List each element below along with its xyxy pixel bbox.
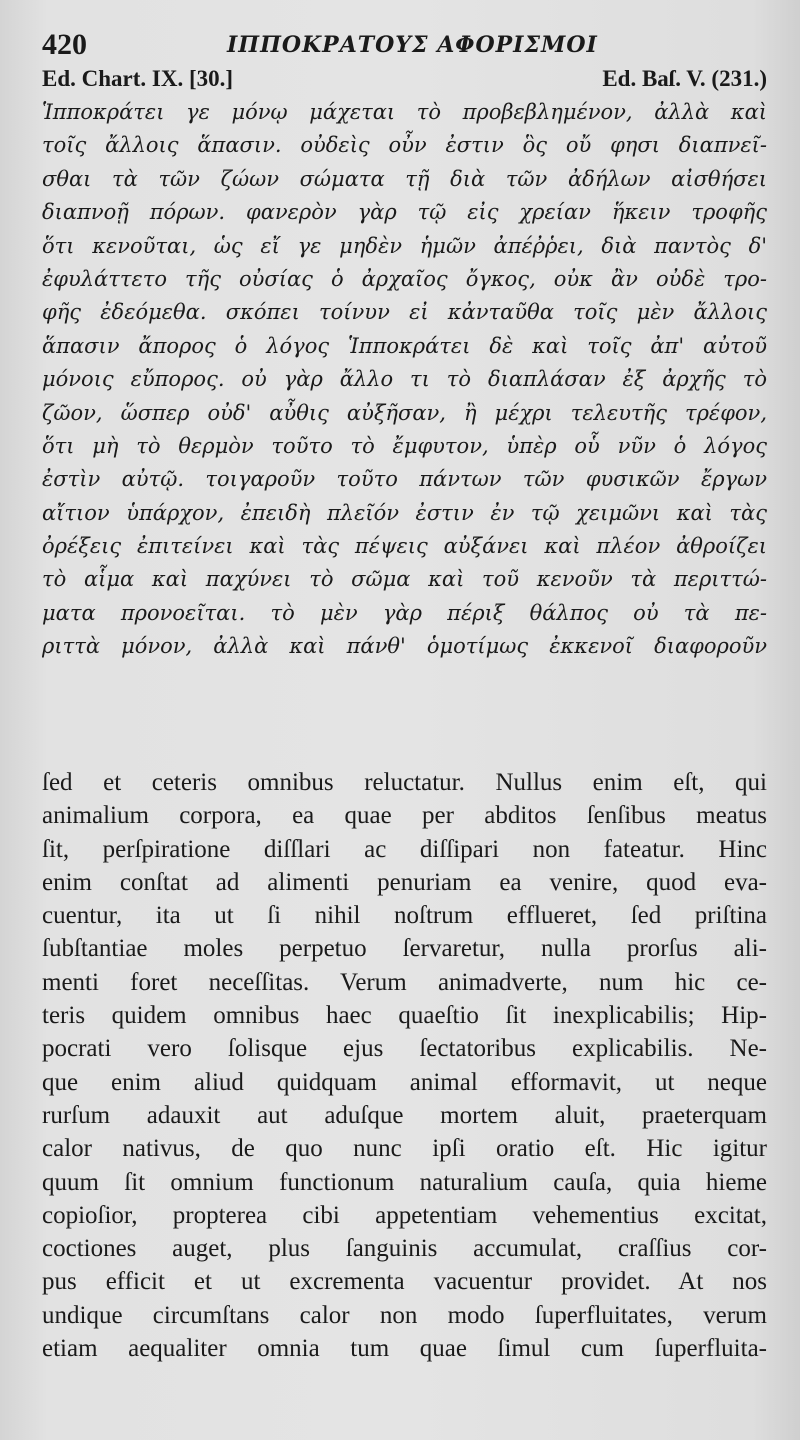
- latin-text-line: copioſior, propterea cibi appetentiam vehementius excitat,: [42, 1201, 767, 1229]
- latin-text-line: que enim aliud quidquam animal efformavit, ut neque: [42, 1068, 767, 1096]
- greek-text-line: φῆς ἐδεόμεθα. σκόπει τοίνυν εἰ κἀνταῦθα τοῖς μὲν ἄλλοις: [42, 300, 767, 325]
- latin-text-line: ſubſtantiae moles perpetuo ſervaretur, nulla prorſus ali-: [42, 935, 767, 963]
- latin-text-line: teris quidem omnibus haec quaeſtio ſit inexplicabilis; Hip-: [42, 1002, 767, 1030]
- latin-text-line: menti foret neceſſitas. Verum animadverte, num hic ce-: [42, 968, 767, 996]
- latin-text-line: enim conſtat ad alimenti penuriam ea venire, quod eva-: [42, 868, 767, 896]
- latin-text-line: ſit, perſpiratione diſſlari ac diſſipari non fateatur. Hinc: [42, 835, 767, 863]
- latin-text-line: etiam aequaliter omnia tum quae ſimul cum ſuperfluita-: [42, 1335, 767, 1363]
- edition-reference-left: Ed. Chart. IX. [30.]: [42, 66, 234, 91]
- latin-text-line: quum ſit omnium functionum naturalium cauſa, quia hieme: [42, 1168, 767, 1196]
- latin-text-line: pus efficit et ut excrementa vacuentur providet. At nos: [42, 1268, 767, 1296]
- greek-text-line: Ἱπποκράτει γε μόνῳ μάχεται τὸ προβεβλημένον, ἀλλὰ καὶ: [42, 100, 767, 124]
- greek-text-line: ὅτι μὴ τὸ θερμὸν τοῦτο τὸ ἔμφυτον, ὑπὲρ οὗ νῦν ὁ λόγος: [42, 433, 767, 458]
- edition-reference-right: Ed. Baſ. V. (231.): [602, 66, 767, 91]
- greek-text-line: μόνοις εὔπορος. οὐ γὰρ ἄλλο τι τὸ διαπλάσαν ἐξ ἀρχῆς τὸ: [42, 367, 767, 392]
- greek-text-line: διαπνοῇ πόρων. φανερὸν γὰρ τῷ εἰς χρείαν ἥκειν τροφῆς: [42, 200, 767, 225]
- latin-text-line: rurſum adauxit aut aduſque mortem aluit, praeterquam: [42, 1101, 767, 1129]
- latin-text-line: coctiones auget, plus ſanguinis accumulat, craſſius cor-: [42, 1235, 767, 1263]
- greek-text-line: αἴτιον ὑπάρχον, ἐπειδὴ πλεῖόν ἐστιν ἐν τῷ χειμῶνι καὶ τὰς: [42, 500, 767, 525]
- latin-text-line: ſed et ceteris omnibus reluctatur. Nullus enim eſt, qui: [42, 769, 767, 796]
- greek-text-line: ματα προνοεῖται. τὸ μὲν γὰρ πέριξ θάλπος οὐ τὰ πε-: [42, 600, 767, 625]
- latin-text-line: undique circumſtans calor non modo ſuperfluitates, verum: [42, 1301, 767, 1329]
- latin-text-line: calor nativus, de quo nunc ipſi oratio eſt. Hic igitur: [42, 1135, 767, 1163]
- greek-text-line: ριττὰ μόνον, ἀλλὰ καὶ πάνθ' ὁμοτίμως ἐκκενοῖ διαφοροῦν: [42, 634, 767, 659]
- greek-text-line: ἐστὶν αὐτῷ. τοιγαροῦν τοῦτο πάντων τῶν φυσικῶν ἔργων: [42, 467, 767, 492]
- greek-text-line: ἐφυλάττετο τῆς οὐσίας ὁ ἀρχαῖος ὄγκος, οὐκ ἂν οὐδὲ τρο-: [42, 266, 767, 291]
- greek-text-line: ἅπασιν ἄπορος ὁ λόγος Ἱπποκράτει δὲ καὶ τοῖς ἀπ' αὐτοῦ: [42, 333, 767, 358]
- greek-text-line: ὀρέξεις ἐπιτείνει καὶ τὰς πέψεις αὐξάνει καὶ πλέον ἀθροίζει: [42, 534, 767, 559]
- greek-text-line: τὸ αἷμα καὶ παχύνει τὸ σῶμα καὶ τοῦ κενοῦν τὰ περιττώ-: [42, 567, 767, 592]
- edition-references: [42, 66, 767, 94]
- running-title: ΙΠΠΟΚΡΑΤΟΥΣ ΑΦΟΡΙΣΜΟΙ: [227, 32, 598, 58]
- latin-text-line: animalium corpora, ea quae per abditos ſenſibus meatus: [42, 802, 767, 830]
- latin-text-line: cuentur, ita ut ſi nihil noſtrum efflueret, ſed priſtina: [42, 902, 767, 930]
- latin-text-block: [42, 766, 767, 1365]
- greek-text-block: [42, 96, 767, 664]
- greek-text-line: τοῖς ἄλλοις ἅπασιν. οὐδεὶς οὖν ἐστιν ὃς οὔ φησι διαπνεῖ-: [42, 133, 767, 158]
- greek-text-line: σθαι τὰ τῶν ζώων σώματα τῇ διὰ τῶν ἀδήλων αἰσθήσει: [42, 166, 767, 191]
- greek-text-line: ζῶον, ὥσπερ οὐδ' αὖθις αὐξῆσαν, ἢ μέχρι τελευτῆς τρέφον,: [42, 400, 767, 425]
- greek-text-line: ὅτι κενοῦται, ὡς εἴ γε μηδὲν ἡμῶν ἀπέῤῥει, διὰ παντὸς δ': [42, 233, 767, 258]
- page-header: [42, 28, 762, 64]
- page-number: 420: [42, 28, 87, 61]
- latin-text-line: pocrati vero ſolisque ejus ſectatoribus explicabilis. Ne-: [42, 1035, 767, 1063]
